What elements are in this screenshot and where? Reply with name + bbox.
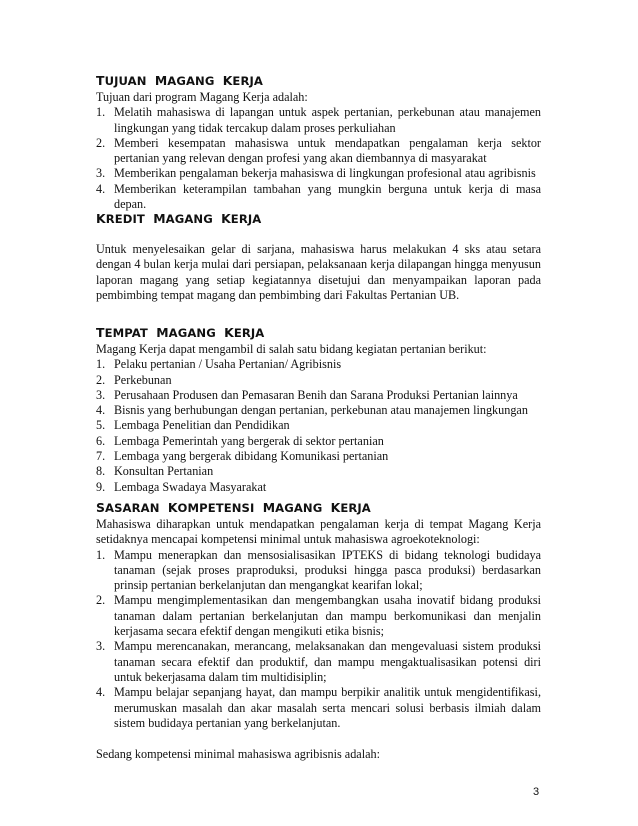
section-closing-sasaran: Sedang kompetensi minimal mahasiswa agribisnis adalah: [96, 747, 380, 762]
list-sasaran [96, 548, 541, 732]
section-paragraph-kredit: Untuk menyelesaikan gelar di sarjana, mahasiswa harus melakukan 4 sks atau setara dengan 4 bulan kerja mulai dari persiapan, pelaksanaan kerja dilapangan hingga menyusun laporan magang yang setiap kegiatannya disetujui dan menyampaikan laporan pada pembimbing tempat magang dan pembimbing dari Fakultas Pertanian UB. [96, 242, 541, 302]
list-tempat [96, 357, 541, 495]
list-item: 1. Mampu menerapkan dan mensosialisasikan IPTEKS di bidang teknologi budidaya tanaman (sejak proses praproduksi, produksi hingga pasca produksi) berdasarkan prinsip pertanian berkelanjutan dan mengangkat kearifan lokal; [96, 547, 541, 593]
page-number: 3 [533, 786, 540, 798]
section-intro-tempat: Magang Kerja dapat mengambil di salah satu bidang kegiatan pertanian berikut: [96, 342, 487, 356]
section-heading-kredit: KREDIT MAGANG KERJA [96, 211, 262, 226]
section-heading-tempat: TEMPAT MAGANG KERJA [96, 325, 265, 340]
list-item: 4. Bisnis yang berhubungan dengan pertanian, perkebunan atau manajemen lingkungan [96, 403, 528, 418]
list-item: 1. Pelaku pertanian / Usaha Pertanian/ Agribisnis [96, 357, 342, 372]
section-sasaran [96, 500, 541, 762]
section-intro-tujuan: Tujuan dari program Magang Kerja adalah: [96, 90, 308, 104]
list-item: 4. Memberikan keterampilan tambahan yang mungkin berguna untuk kerja di masa depan. [96, 181, 541, 212]
list-tujuan [96, 105, 541, 212]
list-item: 9. Lembaga Swadaya Masyarakat [96, 479, 267, 494]
section-intro-sasaran: Mahasiswa diharapkan untuk mendapatkan pengalaman kerja di tempat Magang Kerja setidaknya mencapai kompetensi minimal untuk mahasiswa agroekoteknologi: [96, 517, 541, 547]
section-tempat [96, 325, 541, 495]
list-item: 3. Mampu merencanakan, merancang, melaksanakan dan mengevaluasi sistem produksi tanaman secara efektif dan produktif, dan mampu mengaktualisasikan potensi diri untuk bekerjasama dalam tim multidisiplin; [96, 639, 541, 684]
list-item: 2. Perkebunan [96, 372, 172, 387]
list-item: 5. Lembaga Penelitian dan Pendidikan [96, 418, 290, 433]
list-item: 1. Melatih mahasiswa di lapangan untuk aspek pertanian, perkebunan atau manajemen lingkungan yang tidak tercakup dalam proses perkuliahan [96, 105, 541, 135]
list-item: 3. Perusahaan Produsen dan Pemasaran Benih dan Sarana Produksi Pertanian lainnya [96, 387, 518, 402]
section-kredit [96, 211, 541, 303]
section-heading-sasaran: SASARAN KOMPETENSI MAGANG KERJA [96, 500, 371, 515]
list-item: 4. Mampu belajar sepanjang hayat, dan mampu berpikir analitik untuk mengidentifikasi, merumuskan masalah dan akar masalah serta mencari solusi berbasis ilmiah dalam sistem budidaya pertanian yang berkelanjutan. [96, 685, 541, 730]
list-item: 6. Lembaga Pemerintah yang bergerak di sektor pertanian [96, 433, 384, 448]
list-item: 8. Konsultan Pertanian [96, 464, 214, 479]
list-item: 7. Lembaga yang bergerak dibidang Komunikasi pertanian [96, 449, 389, 464]
section-heading-tujuan: TUJUAN MAGANG KERJA [96, 73, 263, 88]
list-item: 3. Memberikan pengalaman bekerja mahasiswa di lingkungan profesional atau agribisnis [96, 166, 536, 181]
list-item: 2. Memberi kesempatan mahasiswa untuk mendapatkan pengalaman kerja sektor pertanian yang relevan dengan profesi yang akan diembannya di masyarakat [96, 135, 541, 166]
list-item: 2. Mampu mengimplementasikan dan mengembangkan usaha inovatif bidang produksi tanaman dalam pertanian berkelanjutan dan mampu berkomunikasi dan menjalin kerjasama secara efektif dengan mengikuti etika bisnis; [96, 593, 541, 639]
section-tujuan [96, 73, 541, 212]
